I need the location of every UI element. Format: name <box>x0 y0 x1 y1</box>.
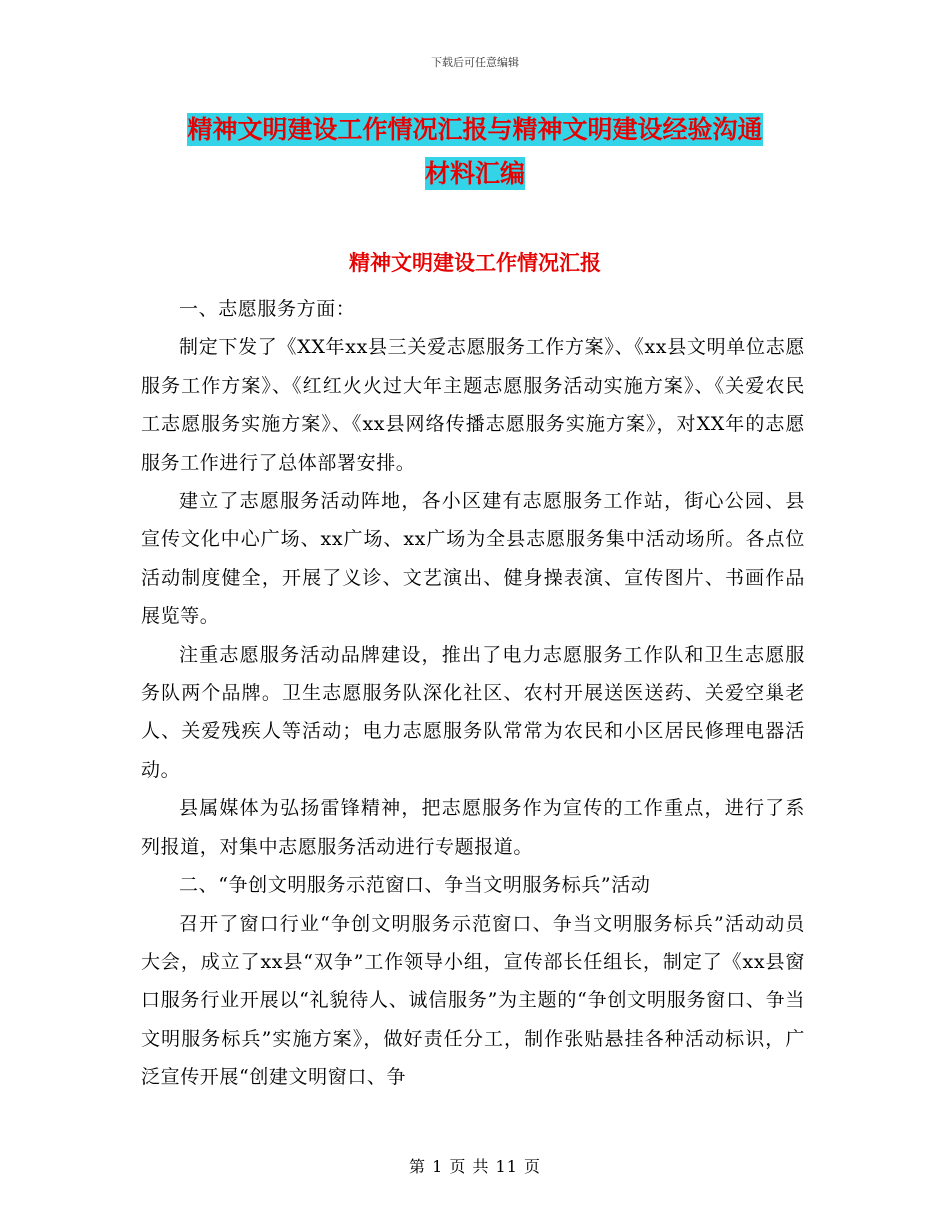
paragraph: 注重志愿服务活动品牌建设，推出了电力志愿服务工作队和卫生志愿服务队两个品牌。卫生志愿服务队深化社区、农村开展送医送药、关爱空巢老人、关爱残疾人等活动；电力志愿服务队常常为农民和小区居民修理电器活动。 <box>141 643 805 781</box>
paragraph: 建立了志愿服务活动阵地，各小区建有志愿服务工作站，街心公园、县宣传文化中心广场、xx广场、xx广场为全县志愿服务集中活动场所。各点位活动制度健全，开展了义诊、文艺演出、健身操表演、宣传图片、书画作品展览等。 <box>141 490 805 628</box>
section-title: 精神文明建设工作情况汇报 <box>349 251 601 275</box>
paragraph: 制定下发了《XX年xx县三关爱志愿服务工作方案》、《xx县文明单位志愿服务工作方案》、《红红火火过大年主题志愿服务活动实施方案》、《关爱农民工志愿服务实施方案》、《xx县网络传播志愿服务实施方案》，对XX年的志愿服务工作进行了总体部署安排。 <box>141 336 805 474</box>
paragraph: 召开了窗口行业“争创文明服务示范窗口、争当文明服务标兵”活动动员大会，成立了xx县“双争”工作领导小组，宣传部长任组长，制定了《xx县窗口服务行业开展以“礼貌待人、诚信服务”为主题的“争创文明服务窗口、争当文明服务标兵”实施方案》，做好责任分工，制作张贴悬挂各种活动标识，广泛宣传开展“创建文明窗口、争 <box>141 912 805 1089</box>
paragraph: 县属媒体为弘扬雷锋精神，把志愿服务作为宣传的工作重点，进行了系列报道，对集中志愿服务活动进行专题报道。 <box>141 797 805 858</box>
paragraph: 二、“争创文明服务示范窗口、争当文明服务标兵”活动 <box>179 874 651 897</box>
title-line-2: 材料汇编 <box>424 159 525 188</box>
title-line-1: 精神文明建设工作情况汇报与精神文明建设经验沟通 <box>187 115 763 144</box>
document-title <box>140 108 810 196</box>
body-text <box>141 290 805 1097</box>
header-note: 下载后可任意编辑 <box>431 56 519 69</box>
page-footer: 第 1 页 共 11 页 <box>409 1157 541 1176</box>
paragraph: 一、志愿服务方面： <box>179 298 356 320</box>
